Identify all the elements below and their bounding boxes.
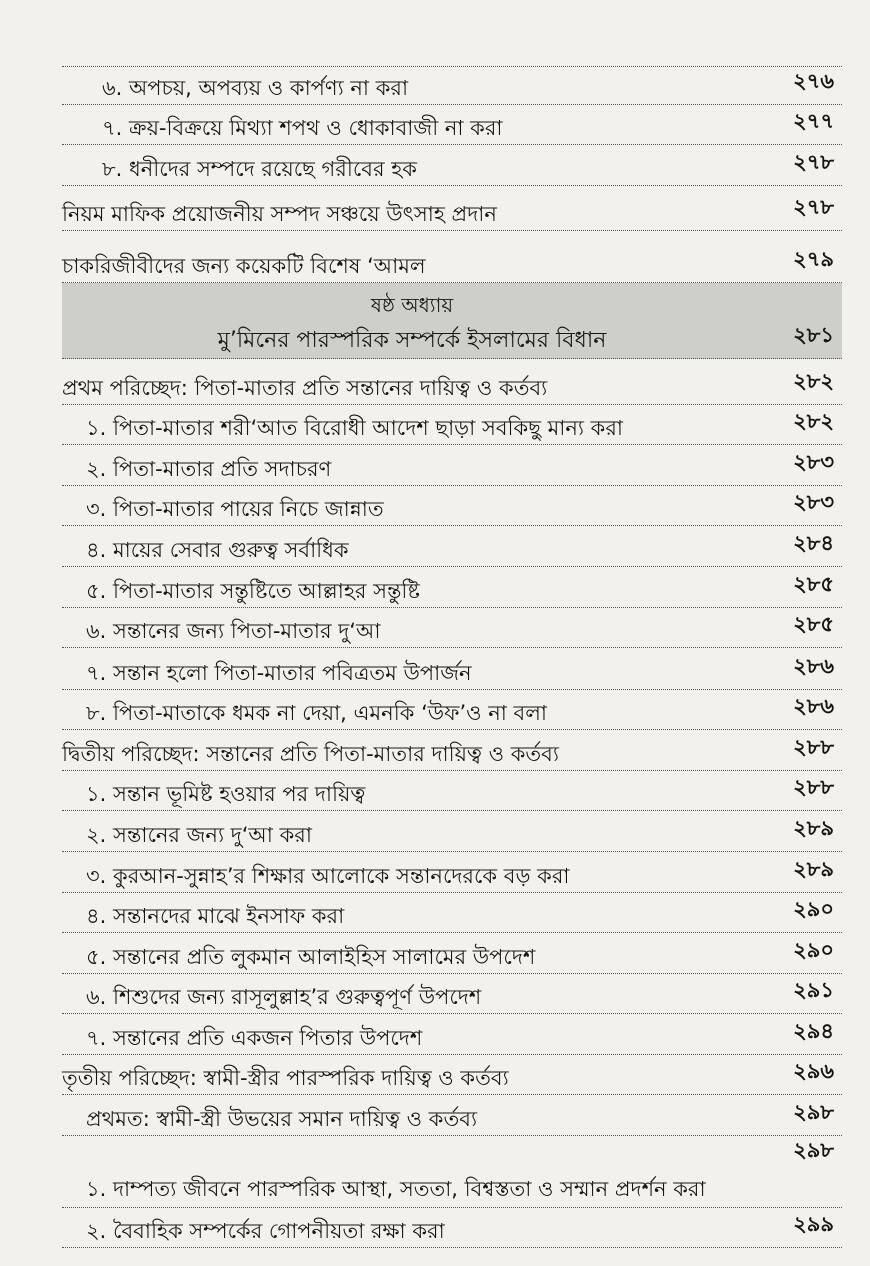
toc-page-number: ২৮২ <box>793 369 834 393</box>
toc-entry-text: ২. পিতা-মাতার প্রতি সদাচরণ <box>86 456 332 481</box>
toc-page-number: ২৭৮ <box>793 195 834 219</box>
toc-page-number: ২৮১ <box>793 323 834 347</box>
toc-entry-text: ৬. অপচয়, অপব্যয় ও কার্পণ্য না করা <box>102 75 409 100</box>
toc-row <box>62 771 842 811</box>
toc-entry-text: তৃতীয় পরিচ্ছেদ: স্বামী-স্ত্রীর পারস্পরিক দায়িত্ব ও কর্তব্য <box>62 1065 509 1090</box>
toc-row <box>62 608 842 648</box>
toc-row <box>62 359 842 405</box>
toc-entry-text: ৬. শিশুদের জন্য রাসূলুল্লাহ’র গুরুত্বপূর্ণ উপদেশ <box>86 984 482 1009</box>
toc-row <box>62 730 842 771</box>
toc-page-number: ২৮৬ <box>793 654 834 678</box>
toc-entry-text: ৬. সন্তানের জন্য পিতা-মাতার দু‘আ <box>86 618 381 643</box>
toc-row <box>62 231 842 283</box>
toc-row <box>62 974 842 1014</box>
toc-entry-text: ৮. ধনীদের সম্পদে রয়েছে গরীবের হক <box>102 156 417 181</box>
toc-page-number: ২৮৮ <box>793 735 834 759</box>
toc-row <box>62 1095 842 1136</box>
toc-page-number: ২৮২ <box>793 409 834 433</box>
toc-page-number: ২৮৯ <box>793 816 834 840</box>
toc-page-number: ২৯১ <box>793 978 834 1002</box>
toc-entry-text: প্রথম পরিচ্ছেদ: পিতা-মাতার প্রতি সন্তানের দায়িত্ব ও কর্তব্য <box>62 375 548 400</box>
chapter-title: মু’মিনের পারস্পরিক সম্পর্কে ইসলামের বিধান <box>217 328 607 353</box>
chapter-heading <box>62 283 842 359</box>
toc-entry-text: দ্বিতীয় পরিচ্ছেদ: সন্তানের প্রতি পিতা-মাতার দায়িত্ব ও কর্তব্য <box>62 741 559 766</box>
toc-row <box>62 486 842 526</box>
toc-page-number: ২৯০ <box>793 938 834 962</box>
toc-entry-text: ২. বৈবাহিক সম্পর্কের গোপনীয়তা রক্ষা করা <box>86 1218 445 1243</box>
toc-entry-text: ১. দাম্পত্য জীবনে পারস্পরিক আস্থা, সততা, বিশ্বস্ততা ও সম্মান প্রদর্শন করা <box>86 1176 706 1201</box>
toc-page-number: ২৯৮ <box>793 1138 834 1162</box>
toc-page-number: ২৯৯ <box>793 1212 834 1236</box>
toc-page-number: ২৮৩ <box>793 450 834 474</box>
toc-row <box>62 1014 842 1055</box>
toc-entry-text: ৩. পিতা-মাতার পায়ের নিচে জান্নাত <box>86 496 384 521</box>
toc-entry-text: ৫. পিতা-মাতার সন্তুষ্টিতে আল্লাহর সন্তুষ্টি <box>86 578 421 603</box>
toc-row <box>62 145 842 186</box>
toc-row <box>62 1208 842 1248</box>
toc-page-number: ২৯৬ <box>793 1059 834 1083</box>
toc-row <box>62 66 842 105</box>
toc-entry-text: ৮. পিতা-মাতাকে ধমক না দেয়া, এমনকি ‘উফ’ও না বলা <box>86 700 547 725</box>
toc-page-number: ২৮৫ <box>793 612 834 636</box>
toc-page-number: ২৮৯ <box>793 857 834 881</box>
toc-row <box>62 852 842 893</box>
chapter-number: ষষ্ঠ অধ্যায় <box>370 293 454 317</box>
toc-entry-text: চাকরিজীবীদের জন্য কয়েকটি বিশেষ ‘আমল <box>62 253 426 278</box>
toc-row <box>62 893 842 933</box>
toc-entry-text: ১. পিতা-মাতার শরী‘আত বিরোধী আদেশ ছাড়া সবকিছু মান্য করা <box>86 415 623 440</box>
toc-row <box>62 648 842 690</box>
toc-entry-text: নিয়ম মাফিক প্রয়োজনীয় সম্পদ সঞ্চয়ে উৎসাহ প্রদান <box>62 201 497 226</box>
toc-row <box>62 1055 842 1095</box>
toc-page-number: ২৭৯ <box>793 247 834 271</box>
toc-row <box>62 567 842 608</box>
toc-page-number: ২৭৭ <box>793 109 834 133</box>
toc-row <box>62 445 842 486</box>
toc-page-number: ২৮৮ <box>793 775 834 799</box>
toc-entry-text: ৪. সন্তানদের মাঝে ইনসাফ করা <box>86 903 345 928</box>
toc-row <box>62 186 842 231</box>
toc-row <box>62 690 842 730</box>
toc-entry-text: প্রথমত: স্বামী-স্ত্রী উভয়ের সমান দায়িত্ব ও কর্তব্য <box>86 1106 478 1131</box>
toc-page-number: ২৮৬ <box>793 694 834 718</box>
toc-page-number: ২৯৪ <box>793 1019 834 1043</box>
toc-row <box>62 1136 842 1208</box>
toc-entry-text: ৪. মায়ের সেবার গুরুত্ব সর্বাধিক <box>86 537 349 562</box>
toc-page-number: ২৭৮ <box>793 150 834 174</box>
toc-entry-text: ১. সন্তান ভূমিষ্ট হওয়ার পর দায়িত্ব <box>86 781 366 806</box>
toc-entry-text: ২. সন্তানের জন্য দু‘আ করা <box>86 822 312 847</box>
toc-row <box>62 405 842 445</box>
toc-row <box>62 933 842 974</box>
toc-page-number: ২৯৮ <box>793 1100 834 1124</box>
toc-page-number: ২৮৫ <box>793 572 834 596</box>
toc-entry-text: ৫. সন্তানের প্রতি লুকমান আলাইহিস সালামের উপদেশ <box>86 944 536 969</box>
toc-row <box>62 526 842 567</box>
toc-page-number: ২৯০ <box>793 897 834 921</box>
toc-entry-text: ৭. সন্তান হলো পিতা-মাতার পবিত্রতম উপার্জন <box>86 660 472 685</box>
toc-entry-text: ৭. ক্রয়-বিক্রয়ে মিথ্যা শপথ ও ধোকাবাজী না করা <box>102 115 503 140</box>
toc-row <box>62 811 842 852</box>
toc-page-number: ২৮৪ <box>793 531 834 555</box>
toc-entry-text: ৭. সন্তানের প্রতি একজন পিতার উপদেশ <box>86 1025 423 1050</box>
toc-page-number: ২৮৩ <box>793 490 834 514</box>
toc-page-number: ২৭৬ <box>793 69 834 93</box>
toc-row <box>62 105 842 145</box>
toc-entry-text: ৩. কুরআন-সুন্নাহ’র শিক্ষার আলোকে সন্তানদেরকে বড় করা <box>86 863 570 888</box>
